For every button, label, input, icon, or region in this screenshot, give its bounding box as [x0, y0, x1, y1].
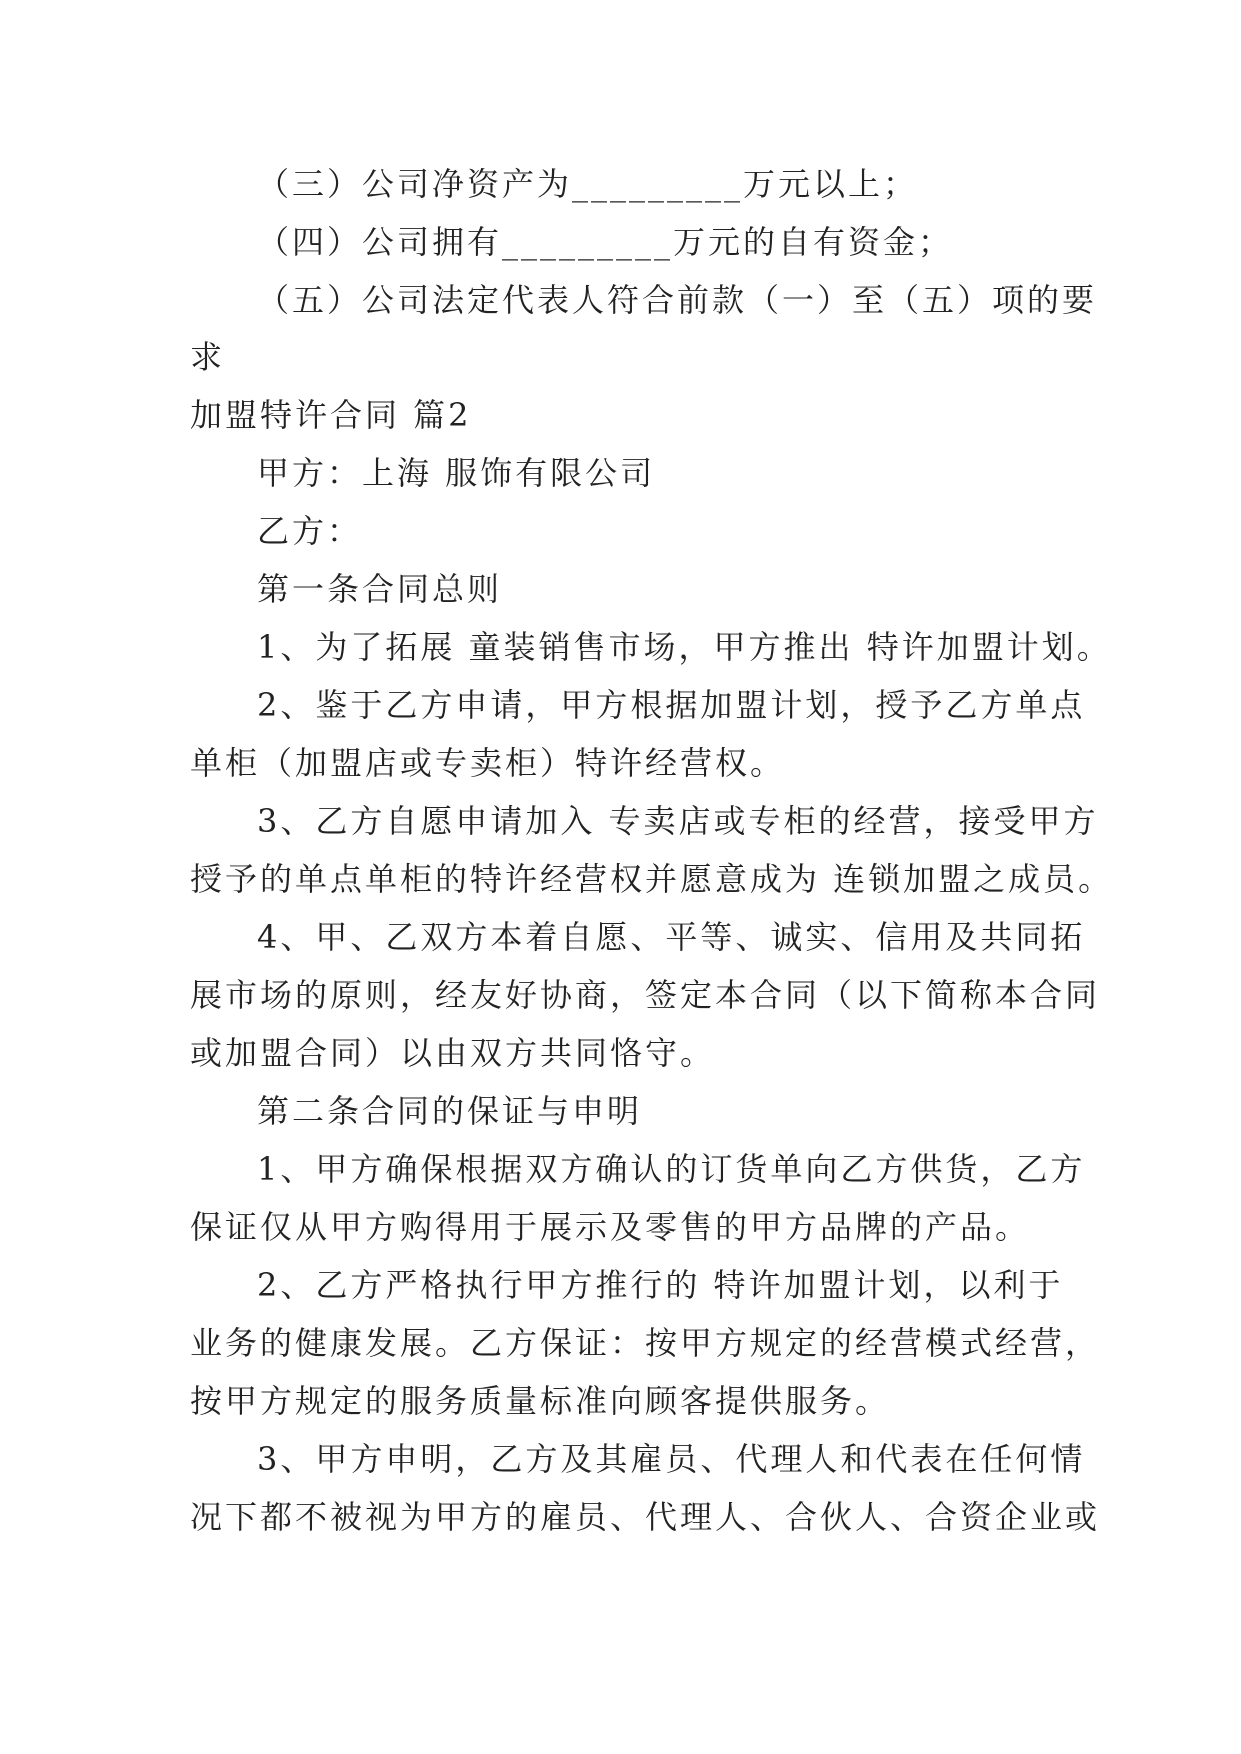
paragraph-line: 保证仅从甲方购得用于展示及零售的甲方品牌的产品。: [190, 1208, 1031, 1246]
article-heading: 第一条合同总则: [257, 570, 503, 608]
paragraph-line: 3、甲方申明，乙方及其雇员、代理人和代表在任何情: [257, 1440, 1086, 1478]
paragraph-line: 单柜（加盟店或专卖柜）特许经营权。: [190, 744, 786, 782]
paragraph-line: 2、鉴于乙方申请，甲方根据加盟计划，授予乙方单点: [257, 686, 1086, 724]
paragraph-line: 业务的健康发展。乙方保证：按甲方规定的经营模式经营，: [190, 1324, 1101, 1362]
paragraph-line: 1、为了拓展 童装销售市场，甲方推出 特许加盟计划。: [257, 628, 1112, 666]
paragraph-line: 1、甲方确保根据双方确认的订货单向乙方供货，乙方: [257, 1150, 1086, 1188]
paragraph-line: （三）公司净资产为_________万元以上；: [257, 165, 919, 203]
paragraph-line: 乙方：: [257, 512, 363, 550]
paragraph-line: 况下都不被视为甲方的雇员、代理人、合伙人、合资企业或: [190, 1498, 1101, 1536]
paragraph-line: 3、乙方自愿申请加入 专卖店或专柜的经营，接受甲方: [257, 802, 1099, 840]
paragraph-line: 2、乙方严格执行甲方推行的 特许加盟计划，以利于: [257, 1266, 1064, 1304]
paragraph-line: （四）公司拥有_________万元的自有资金；: [257, 223, 954, 261]
paragraph-line: 4、甲、乙双方本着自愿、平等、诚实、信用及共同拓: [257, 918, 1086, 956]
article-heading: 第二条合同的保证与申明: [257, 1092, 643, 1130]
paragraph-line: 甲方：上海 服饰有限公司: [257, 454, 656, 492]
paragraph-line: 展市场的原则，经友好协商，签定本合同（以下简称本合同: [190, 976, 1101, 1014]
paragraph-line: 或加盟合同）以由双方共同恪守。: [190, 1034, 716, 1072]
paragraph-line: 授予的单点单柜的特许经营权并愿意成为 连锁加盟之成员。: [190, 860, 1114, 898]
paragraph-line: 按甲方规定的服务质量标准向顾客提供服务。: [190, 1382, 891, 1420]
section-heading: 加盟特许合同 篇2: [190, 396, 472, 434]
paragraph-line: 求: [190, 338, 226, 376]
paragraph-line: （五）公司法定代表人符合前款（一）至（五）项的要: [257, 281, 1098, 319]
